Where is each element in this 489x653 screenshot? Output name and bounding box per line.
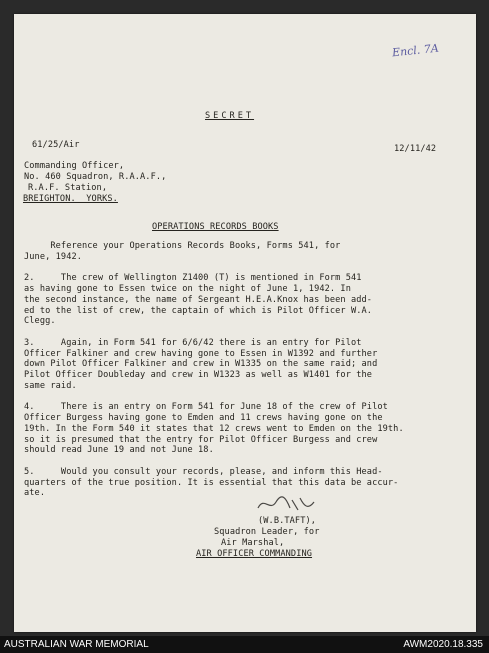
body-line: the second instance, the name of Sergeant H.E.A.Knox has been add- [24,294,373,305]
handwritten-signature [254,494,324,516]
document-page [14,14,476,632]
document-date: 12/11/42 [394,144,437,154]
body-line: as having gone to Essen twice on the night of June 1, 1942. In [24,284,351,294]
body-line: ed to the list of crew, the captain of which is Pilot Officer W.A. [24,305,373,316]
signatory-name: (W.B.TAFT), [258,516,317,526]
body-line: 5. Would you consult your records, please, and inform this Head- [24,466,383,477]
body-line: June, 1942. [24,251,83,262]
address-line: R.A.F. Station, [28,183,108,193]
signatory-title: Air Marshal, [221,538,285,548]
body-line: quarters of the true position. It is essential that this data be accur- [24,477,399,488]
address-line: BREIGHTON. YORKS. [23,194,118,204]
body-line: Officer Burgess having gone to Emden and 11 crews having gone on the [24,413,383,423]
body-line: Officer Falkiner and crew having gone to Essen in W1392 and further [24,348,378,359]
archive-footer [0,636,489,653]
signatory-rank: Squadron Leader, for [214,527,320,537]
handwritten-reference: Encl. 7A [391,41,440,60]
classification-heading: SECRET [205,111,255,121]
body-line: so it is presumed that the entry for Pilot Officer Burgess and crew [24,434,378,445]
file-reference: 61/25/Air [32,140,80,150]
address-line: Commanding Officer, [24,161,125,171]
body-line: same raid. [24,380,77,391]
body-line: 3. Again, in Form 541 for 6/6/42 there is an entry for Pilot [24,337,362,348]
body-line: ate. [24,488,46,499]
address-line: No. 460 Squadron, R.A.A.F., [24,172,167,182]
body-line: 2. The crew of Wellington Z1400 (T) is mentioned in Form 541 [24,273,362,284]
body-line: Clegg. [24,316,56,327]
signatory-role: AIR OFFICER COMMANDING [196,549,313,559]
institution-name: AUSTRALIAN WAR MEMORIAL [4,639,149,650]
accession-number: AWM2020.18.335 [403,639,483,650]
subject-heading: OPERATIONS RECORDS BOOKS [152,222,279,232]
body-line: Pilot Officer Doubleday and crew in W1323 as well as W1401 for the [24,370,373,380]
body-line: down Pilot Officer Falkiner and crew in W1335 on the same raid; and [24,359,378,370]
body-line: 19th. In the Form 540 it states that 12 crews went to Emden on the 19th. [24,423,404,434]
body-line: should read June 19 and not June 18. [24,445,214,456]
body-line: 4. There is an entry on Form 541 for June 18 of the crew of Pilot [24,402,388,413]
body-line: Reference your Operations Records Books, Forms 541, for [24,241,341,251]
